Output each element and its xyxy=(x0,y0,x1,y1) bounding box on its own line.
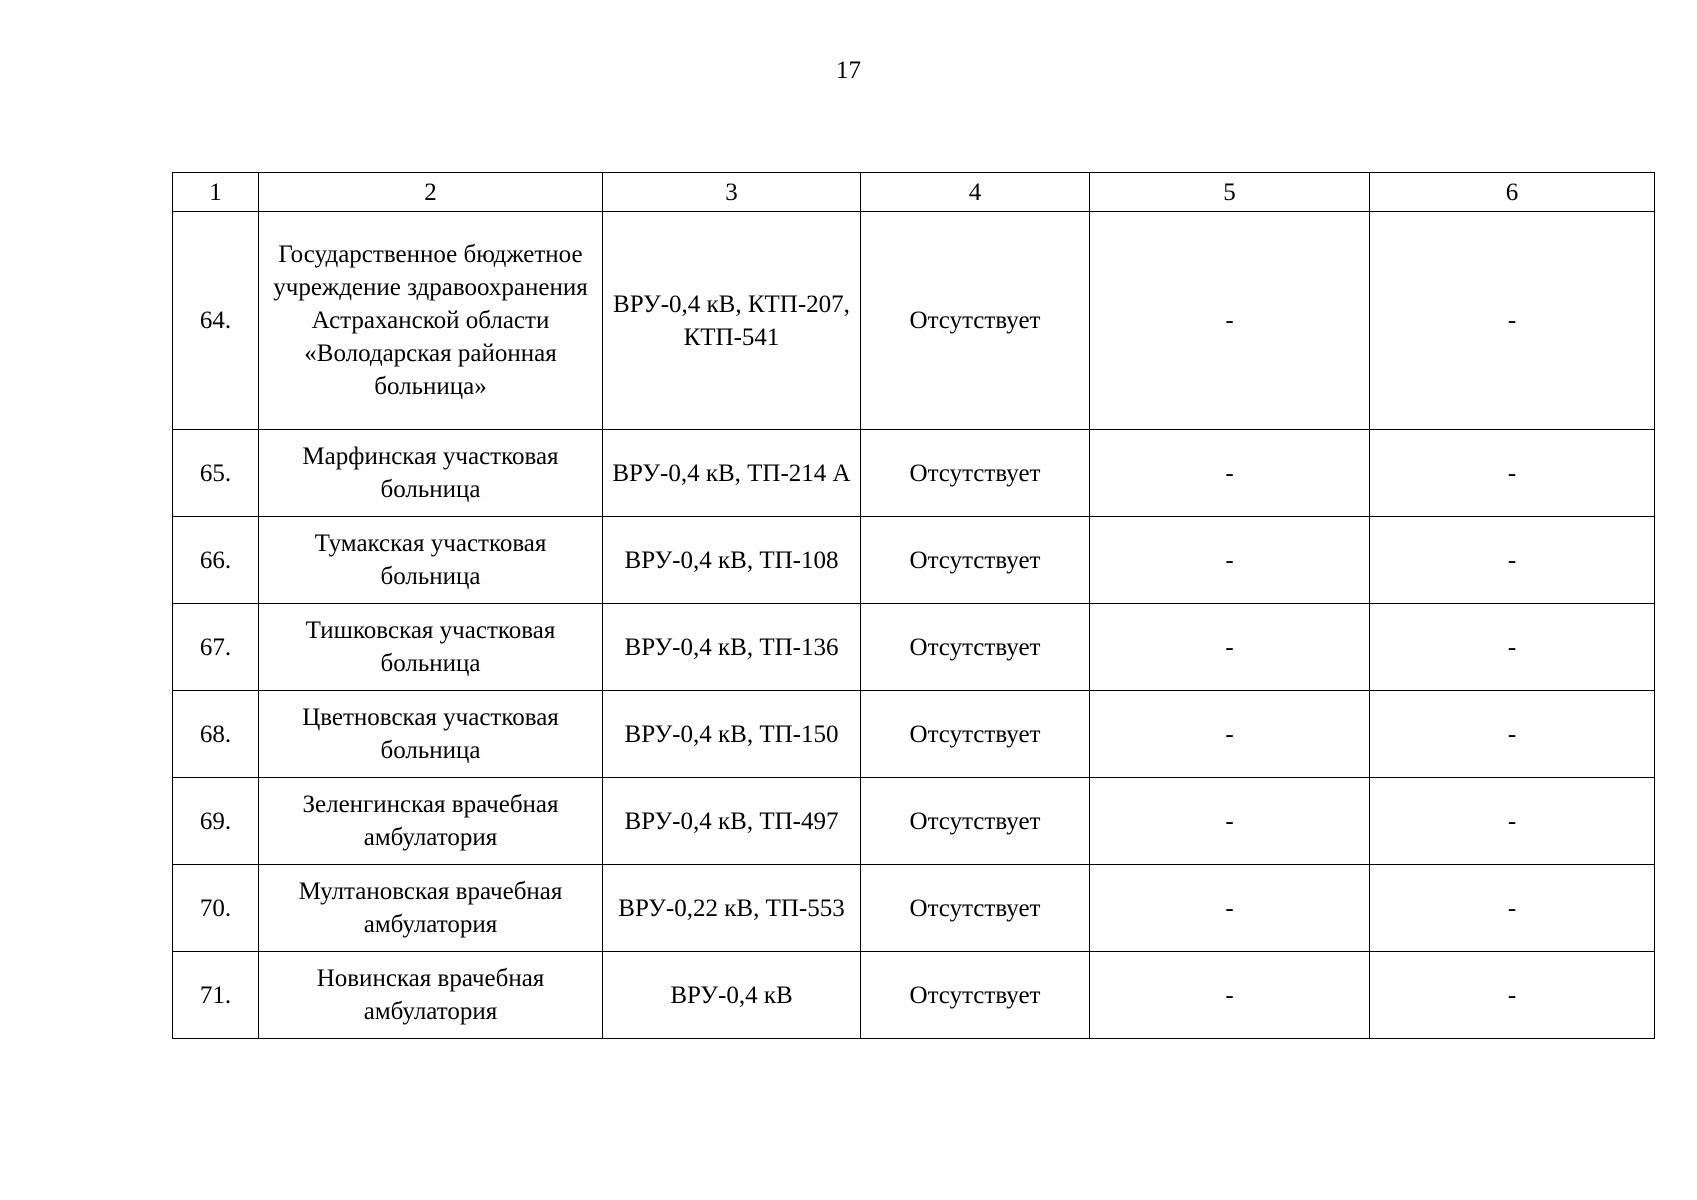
column-header-3: 3 xyxy=(603,173,861,212)
row-number: 66. xyxy=(173,517,259,604)
column-6-cell: - xyxy=(1370,952,1655,1039)
column-5-cell: - xyxy=(1090,691,1370,778)
column-header-5: 5 xyxy=(1090,173,1370,212)
row-number: 67. xyxy=(173,604,259,691)
facility-name: Мултановская врачебная амбулатория xyxy=(259,865,603,952)
power-supply: ВРУ-0,4 кВ, ТП-214 А xyxy=(603,430,861,517)
table-row xyxy=(173,691,1655,778)
facility-name: Новинская врачебная амбулатория xyxy=(259,952,603,1039)
column-6-cell: - xyxy=(1370,212,1655,430)
column-header-4: 4 xyxy=(861,173,1090,212)
column-6-cell: - xyxy=(1370,517,1655,604)
table-row xyxy=(173,212,1655,430)
column-5-cell: - xyxy=(1090,952,1370,1039)
status-cell: Отсутствует xyxy=(861,430,1090,517)
row-number: 65. xyxy=(173,430,259,517)
table-row xyxy=(173,604,1655,691)
table-row xyxy=(173,952,1655,1039)
column-6-cell: - xyxy=(1370,604,1655,691)
table-row xyxy=(173,517,1655,604)
facilities-table xyxy=(172,172,1655,1039)
facility-name: Тумакская участковая больница xyxy=(259,517,603,604)
power-supply: ВРУ-0,4 кВ, ТП-497 xyxy=(603,778,861,865)
power-supply: ВРУ-0,4 кВ, ТП-136 xyxy=(603,604,861,691)
status-cell: Отсутствует xyxy=(861,517,1090,604)
column-header-2: 2 xyxy=(259,173,603,212)
power-supply: ВРУ-0,4 кВ xyxy=(603,952,861,1039)
status-cell: Отсутствует xyxy=(861,604,1090,691)
power-supply: ВРУ-0,4 кВ, ТП-150 xyxy=(603,691,861,778)
column-6-cell: - xyxy=(1370,691,1655,778)
power-supply: ВРУ-0,22 кВ, ТП-553 xyxy=(603,865,861,952)
column-6-cell: - xyxy=(1370,865,1655,952)
row-number: 64. xyxy=(173,212,259,430)
column-6-cell: - xyxy=(1370,430,1655,517)
column-5-cell: - xyxy=(1090,865,1370,952)
table-header-row xyxy=(173,173,1655,212)
status-cell: Отсутствует xyxy=(861,212,1090,430)
facility-name: Марфинская участковая больница xyxy=(259,430,603,517)
column-header-1: 1 xyxy=(173,173,259,212)
column-6-cell: - xyxy=(1370,778,1655,865)
column-5-cell: - xyxy=(1090,517,1370,604)
row-number: 69. xyxy=(173,778,259,865)
row-number: 71. xyxy=(173,952,259,1039)
facility-name: Зеленгинская врачебная амбулатория xyxy=(259,778,603,865)
table-row xyxy=(173,865,1655,952)
power-supply: ВРУ-0,4 кВ, КТП-207, КТП-541 xyxy=(603,212,861,430)
facility-name: Государственное бюджетное учреждение здравоохранения Астраханской области «Володарская районная больница» xyxy=(259,212,603,430)
status-cell: Отсутствует xyxy=(861,778,1090,865)
power-supply: ВРУ-0,4 кВ, ТП-108 xyxy=(603,517,861,604)
status-cell: Отсутствует xyxy=(861,952,1090,1039)
facility-name: Цветновская участковая больница xyxy=(259,691,603,778)
table-row xyxy=(173,430,1655,517)
page-number: 17 xyxy=(836,57,861,84)
column-5-cell: - xyxy=(1090,604,1370,691)
facility-name: Тишковская участковая больница xyxy=(259,604,603,691)
table-row xyxy=(173,778,1655,865)
column-5-cell: - xyxy=(1090,212,1370,430)
status-cell: Отсутствует xyxy=(861,865,1090,952)
column-5-cell: - xyxy=(1090,430,1370,517)
column-header-6: 6 xyxy=(1370,173,1655,212)
status-cell: Отсутствует xyxy=(861,691,1090,778)
row-number: 68. xyxy=(173,691,259,778)
column-5-cell: - xyxy=(1090,778,1370,865)
row-number: 70. xyxy=(173,865,259,952)
